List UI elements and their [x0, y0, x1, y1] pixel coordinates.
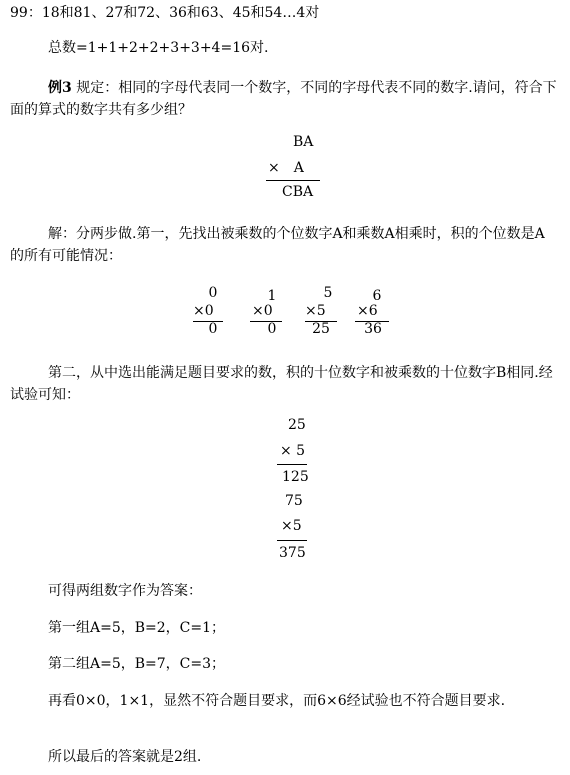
pairs-line: 99：18和81、27和72、36和63、45和54…4对: [10, 5, 320, 21]
answer-intro: 可得两组数字作为答案：: [48, 583, 202, 599]
solution-step-two: 第二，从中选出能满足题目要求的数，积的十位数字和被乘数的十位数字B相同.经试验可知：: [10, 365, 553, 403]
solution-step-one: 解：分两步做.第一，先找出被乘数的个位数字A和乘数A相乘时，积的个位数是A的所有可能情况：: [10, 226, 545, 264]
example-paragraph: [10, 77, 558, 121]
puzzle-multiplicand: BA: [293, 134, 314, 150]
answer-group-2: 第二组A=5，B=7，C=3；: [48, 656, 226, 672]
total-line: 总数=1+1+2+2+3+3+4=16对.: [48, 40, 269, 56]
calc1-top: 25: [288, 417, 306, 433]
case-4-result: 36: [364, 321, 382, 337]
check-paragraph: 再看0×0，1×1，显然不符合题目要求，而6×6经试验也不符合题目要求.: [48, 693, 506, 709]
case-1-top: 0: [208, 285, 218, 301]
example-label: 例3: [48, 80, 72, 96]
case-3-mult: ×5: [305, 303, 326, 319]
final-answer: 所以最后的答案就是2组.: [48, 749, 202, 765]
case-2-top: 1: [267, 288, 277, 304]
case-3-result: 25: [312, 321, 330, 337]
puzzle-product: CBA: [282, 184, 314, 200]
calc1-rule: [277, 464, 307, 465]
case-4-top: 6: [372, 288, 382, 304]
calc2-rule: [277, 540, 307, 541]
case-2-result: 0: [267, 321, 277, 337]
calc2-top: 75: [285, 493, 303, 509]
puzzle-multiplier: × A: [268, 160, 304, 176]
example-text: 规定：相同的字母代表同一个数字，不同的字母代表不同的数字.请问，符合下面的算式的数字共有多少组？: [10, 80, 557, 118]
calc1-result: 125: [282, 469, 309, 485]
case-1-result: 0: [208, 321, 218, 337]
case-3-top: 5: [323, 285, 333, 301]
puzzle-rule: [266, 180, 320, 181]
case-1-mult: ×0: [193, 303, 214, 319]
case-4-mult: ×6: [357, 303, 378, 319]
case-2-mult: ×0: [252, 303, 273, 319]
answer-group-1: 第一组A=5，B=2，C=1；: [48, 620, 226, 636]
calc2-result: 375: [279, 545, 306, 561]
calc2-mult: ×5: [281, 518, 302, 534]
calc1-mult: × 5: [280, 443, 306, 459]
